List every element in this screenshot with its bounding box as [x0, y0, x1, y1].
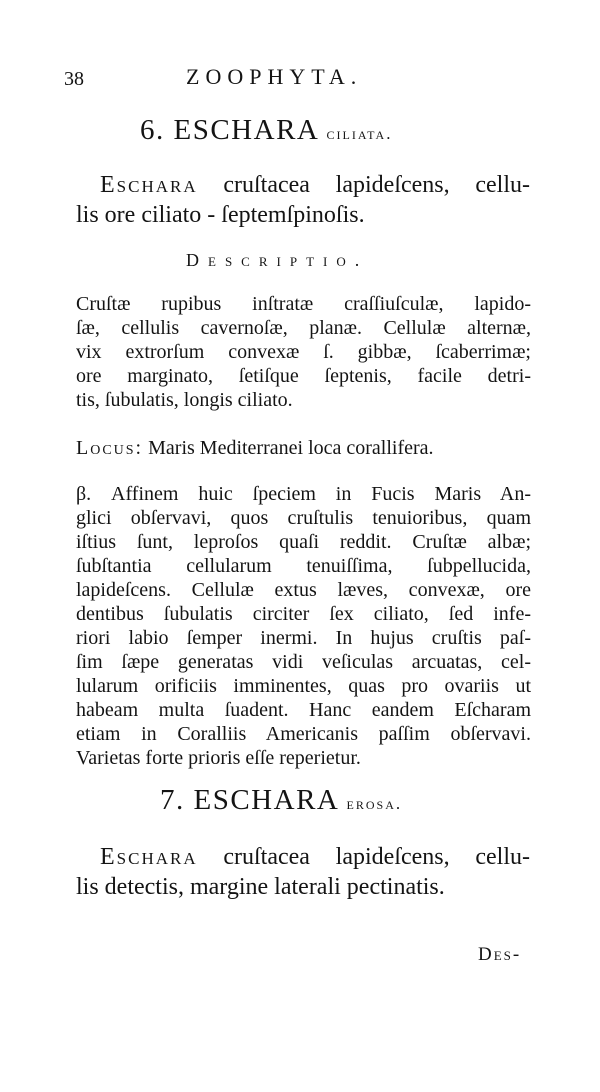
section-6-heading-main: 6. ESCHARA — [140, 114, 318, 146]
beta-line: iſtius ſunt, leproſos quaſi reddit. Cruſtæ albæ; — [76, 531, 531, 553]
beta-line: dentibus ſubulatis circiter ſex ciliato, ſed infe- — [76, 603, 531, 625]
section-7-heading-sub: erosa. — [346, 794, 403, 813]
locus-line — [76, 436, 531, 460]
beta-line: ſim ſæpe generatas vidi veſiculas arcuatas, cel- — [76, 651, 531, 673]
section-7-diagnosis-line-2: lis detectis, margine laterali pectinatis. — [76, 874, 445, 900]
beta-line: lularum orificiis imminentes, quas pro ovariis ut — [76, 675, 531, 697]
locus-text: Maris Mediterranei loca corallifera. — [148, 437, 434, 459]
description-paragraph — [76, 292, 531, 412]
section-6-diagnosis-line-2: lis ore ciliato - ſeptemſpinoſis. — [76, 202, 365, 228]
section-7-heading-main: 7. ESCHARA — [160, 784, 338, 816]
locus-label: Locus: — [76, 437, 144, 459]
section-7-diagnosis-line-1: cruſtacea lapideſcens, cellu- — [223, 844, 530, 870]
description-line: vix extrorſum convexæ ſ. gibbæ, ſcaberrimæ; — [76, 341, 531, 363]
section-7-diagnosis — [100, 842, 530, 872]
section-7-diagnosis-lead: Eschara — [100, 844, 198, 870]
beta-line: etiam in Coralliis Americanis paſſim obſervavi. — [76, 723, 531, 745]
beta-line: Varietas forte prioris eſſe reperietur. — [76, 747, 361, 769]
beta-paragraph — [76, 482, 531, 770]
description-line: ſæ, cellulis cavernoſæ, planæ. Cellulæ alternæ, — [76, 317, 531, 339]
beta-line: habeam multa ſuadent. Hanc eandem Eſcharam — [76, 699, 531, 721]
section-6-diagnosis-line-1: cruſtacea lapideſcens, cellu- — [223, 172, 530, 198]
catchword: Des- — [478, 944, 522, 965]
page-number: 38 — [64, 68, 84, 90]
section-6-heading — [140, 114, 392, 147]
beta-line: β. Affinem huic ſpeciem in Fucis Maris An- — [76, 483, 531, 505]
section-6-diagnosis — [100, 170, 530, 200]
description-line: tis, ſubulatis, longis ciliato. — [76, 389, 293, 411]
description-line: Cruſtæ rupibus inſtratæ craſſiuſculæ, lapido- — [76, 293, 531, 315]
description-line: ore marginato, ſetiſque ſeptenis, facile detri- — [76, 365, 531, 387]
section-6-diagnosis-lead: Eschara — [100, 172, 198, 198]
section-7-heading — [160, 784, 402, 817]
beta-line: lapideſcens. Cellulæ extus læves, convexæ, ore — [76, 579, 531, 601]
beta-line: ſubſtantia cellularum tenuiſſima, ſubpellucida, — [76, 555, 531, 577]
running-title: ZOOPHYTA. — [186, 64, 363, 89]
beta-line: glici obſervavi, quos cruſtulis tenuioribus, quam — [76, 507, 531, 529]
beta-line: riori labio ſemper inermi. In hujus cruſtis paſ- — [76, 627, 531, 649]
section-6-heading-sub: ciliata. — [326, 124, 393, 143]
description-label: Descriptio. — [186, 250, 369, 270]
